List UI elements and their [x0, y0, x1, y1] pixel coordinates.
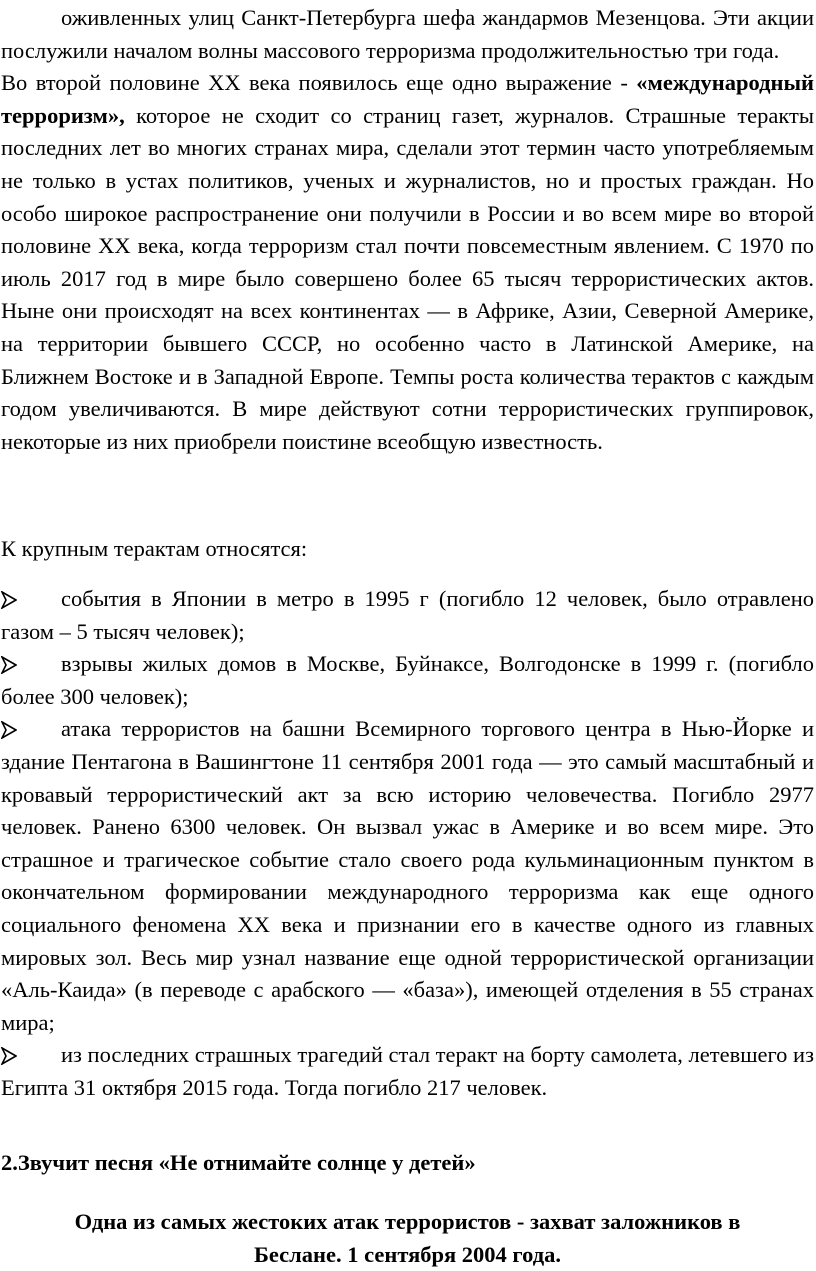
list-item	[1, 648, 814, 713]
heading-beslan-line1: Одна из самых жестоких атак террористов - захват заложников в	[74, 1209, 741, 1234]
arrowhead-bullet-icon	[1, 583, 61, 616]
arrowhead-bullet-icon	[1, 648, 61, 681]
list-item-text: из последних страшных трагедий стал теракт на борту самолета, летевшего из Египта 31 октября 2015 года. Тогда погибло 217 человек.	[1, 1042, 814, 1100]
list-item	[1, 1039, 814, 1104]
arrowhead-bullet-icon	[1, 713, 61, 746]
list-item-text: взрывы жилых домов в Москве, Буйнаксе, Волгодонске в 1999 г. (погибло более 300 человек);	[1, 651, 814, 709]
list-item	[1, 713, 814, 1039]
text-block-list	[1, 533, 814, 566]
term-international-terrorism: «международный терроризм»,	[1, 70, 814, 128]
list-item	[1, 583, 814, 648]
heading-beslan-line2: Беслане. 1 сентября 2004 года.	[254, 1241, 561, 1267]
bullet-list	[1, 583, 814, 1105]
section-heading-beslan	[1, 1206, 814, 1271]
paragraph-international-terrorism	[1, 67, 814, 458]
paragraph-lead: Во второй половине ХХ века появилось еще одно выражение -	[1, 70, 637, 96]
paragraph-continuation: оживленных улиц Санкт-Петербурга шефа жандармов Мезенцова. Эти акции послужили началом волны массового терроризма продолжительностью три года.	[1, 5, 814, 63]
list-intro: К крупным терактам относятся:	[1, 536, 308, 561]
list-item-text: события в Японии в метро в 1995 г (погибло 12 человек, было отравлено газом – 5 тысяч человек);	[1, 586, 814, 644]
section-heading-song	[1, 1147, 814, 1180]
arrowhead-bullet-icon	[1, 1039, 61, 1072]
list-item-text: атака террористов на башни Всемирного торгового центра в Нью-Йорке и здание Пентагона в Вашингтоне 11 сентября 2001 года — это самый масштабный и кровавый террористический акт за всю историю человечества. Погибло 2977 человек. Ранено 6300 человек. Он вызвал ужас в Америке и во всем мире. Это страшное и трагическое событие стало своего рода кульминационным пунктом в окончательном формировании международного терроризма как еще одного социального феномена ХХ века и признании его в качестве одного из главных мировых зол. Весь мир узнал название еще одной террористической организации «Аль-Каида» (в переводе с арабского — «база»), имеющей отделения в 55 странах мира;	[1, 716, 814, 1035]
heading-song: 2.Звучит песня «Не отнимайте солнце у детей»	[1, 1150, 476, 1175]
text-block-intro	[1, 2, 814, 458]
paragraph-body: которое не сходит со страниц газет, журналов. Страшные теракты последних лет во многих странах мира, сделали этот термин часто употребляемым не только в устах политиков, ученых и журналистов, но и простых граждан. Но особо широкое распространение они получили в России и во всем мире во второй половине ХХ века, когда терроризм стал почти повсеместным явлением. С 1970 по июль 2017 год в мире было совершено более 65 тысяч террористических актов. Ныне они происходят на всех континентах — в Африке, Азии, Северной Америке, на территории бывшего СССР, но особенно часто в Латинской Америке, на Ближнем Востоке и в Западной Европе. Темпы роста количества терактов с каждым годом увеличиваются. В мире действуют сотни террористических группировок, некоторые из них приобрели поистине всеобщую известность.	[1, 102, 814, 454]
